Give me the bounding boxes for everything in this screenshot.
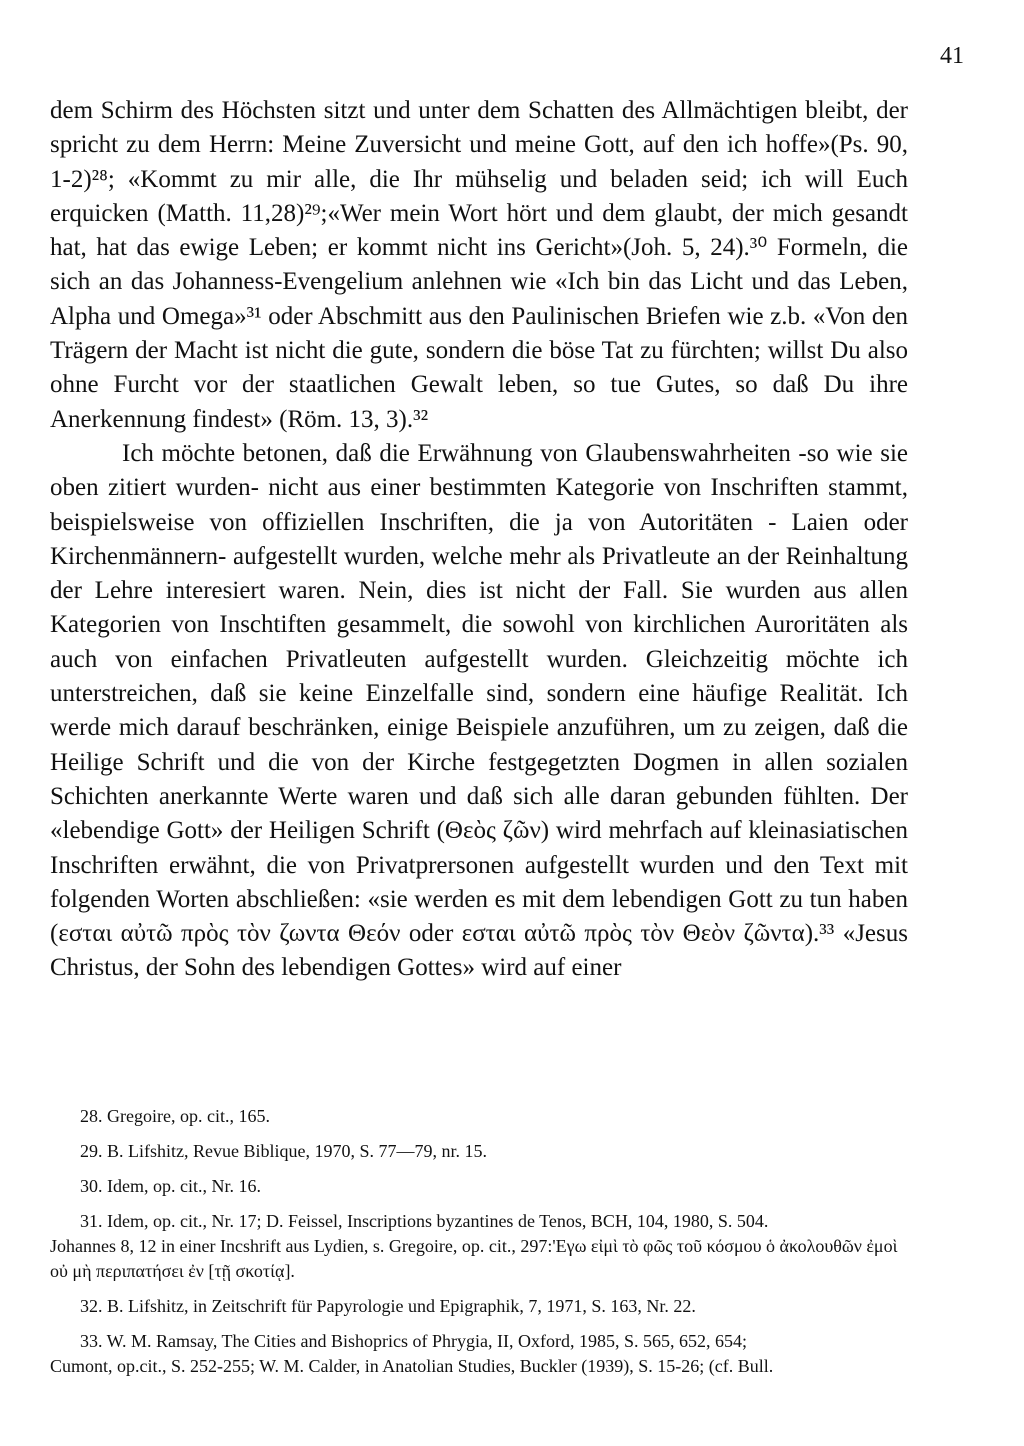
body-paragraph-1: dem Schirm des Höchsten sitzt und unter dem Schatten des Allmächtigen bleibt, der spricht zu dem Herrn: Meine Zuversicht und meine Gott, auf den ich hoffe»(Ps. 90, 1-2)²⁸; «Kommt zu mir alle, die Ihr mühselig und beladen seid; ich will Euch erquicken (Matth. 11,28)²⁹;«Wer mein Wort hört und dem glaubt, der mich gesandt hat, hat das ewige Leben; er kommt nicht ins Gericht»(Joh. 5, 24).³⁰ Formeln, die sich an das Johanness-Evengelium anlehnen wie «Ich bin das Licht und das Leben, Alpha und Omega»³¹ oder Abschmitt aus den Paulinischen Briefen wie z.b. «Von den Trägern der Macht ist nicht die gute, sondern die böse Tat zu fürchten; willst Du also ohne Furcht vor der staatlichen Gewalt leben, so tue Gutes, so daß Du ihre Anerkennung findest» (Röm. 13, 3).³²: [50, 97, 908, 433]
main-text: [50, 94, 908, 986]
page-number: 41: [940, 43, 964, 69]
footnote-29: 29. B. Lifshitz, Revue Biblique, 1970, S. 77—79, nr. 15.: [80, 1141, 487, 1161]
footnote-32: 32. B. Lifshitz, in Zeitschrift für Papyrologie und Epigraphik, 7, 1971, S. 163, Nr. 22.: [80, 1296, 696, 1316]
footnote-30: 30. Idem, op. cit., Nr. 16.: [80, 1176, 261, 1196]
footnote-33: 33. W. M. Ramsay, The Cities and Bishoprics of Phrygia, II, Oxford, 1985, S. 565, 652, 654;: [80, 1331, 747, 1351]
footnote-31-continuation: Johannes 8, 12 in einer Incshrift aus Lydien, s. Gregoire, op. cit., 297:'Εγω εἰμὶ τὸ φῶς τοῦ κόσμου ὁ ἀκολουθῶν ἐμοὶ οὐ μὴ περιπατήσει ἐν [τῇ σκοτίᾳ].: [50, 1236, 898, 1281]
footnote-33-continuation: Cumont, op.cit., S. 252-255; W. M. Calder, in Anatolian Studies, Buckler (1939), S. 15-26; (cf. Bull.: [50, 1356, 774, 1376]
footnotes: [50, 1104, 910, 1379]
body-paragraph-2: Ich möchte betonen, daß die Erwähnung von Glaubenswahrheiten -so wie sie oben zitiert wurden- nicht aus einer bestimmten Kategorie von Inschriften stammt, beispielsweise von offiziellen Inschriften, die ja von Autoritäten - Laien oder Kirchenmännern- aufgestellt wurden, welche mehr als Privatleute an der Reinhaltung der Lehre interesiert waren. Nein, dies ist nicht der Fall. Sie wurden aus allen Kategorien von Inschtiften gesammelt, die sowohl von kirchlichen Auroritäten als auch von einfachen Privatleuten aufgestellt wurden. Gleichzeitig möchte ich unterstreichen, daß sie keine Einzelfalle sind, sondern eine häufige Realität. Ich werde mich darauf beschränken, einige Beispiele anzuführen, um zu zeigen, daß die Heilige Schrift und die von der Kirche festgegetzten Dogmen in allen sozialen Schichten anerkannte Werte waren und daß sich alle daran gebunden fühlten. Der «lebendige Gott» der Heiligen Schrift (Θεὸς ζῶν) wird mehrfach auf kleinasiatischen Inschriften erwähnt, die von Privatprersonen aufgestellt wurden und den Text mit folgenden Worten abschließen: «sie werden es mit dem lebendigen Gott zu tun haben (εσται αὐτῶ πρὸς τὸν ζωντα Θεόν oder εσται αὐτῶ πρὸς τὸν Θεὸν ζῶντα).³³ «Jesus Christus, der Sohn des lebendigen Gottes» wird auf einer: [50, 439, 908, 982]
footnote-31: 31. Idem, op. cit., Nr. 17; D. Feissel, Inscriptions byzantines de Tenos, BCH, 104, 1980, S. 504.: [80, 1211, 769, 1231]
footnote-28: 28. Gregoire, op. cit., 165.: [80, 1106, 270, 1126]
